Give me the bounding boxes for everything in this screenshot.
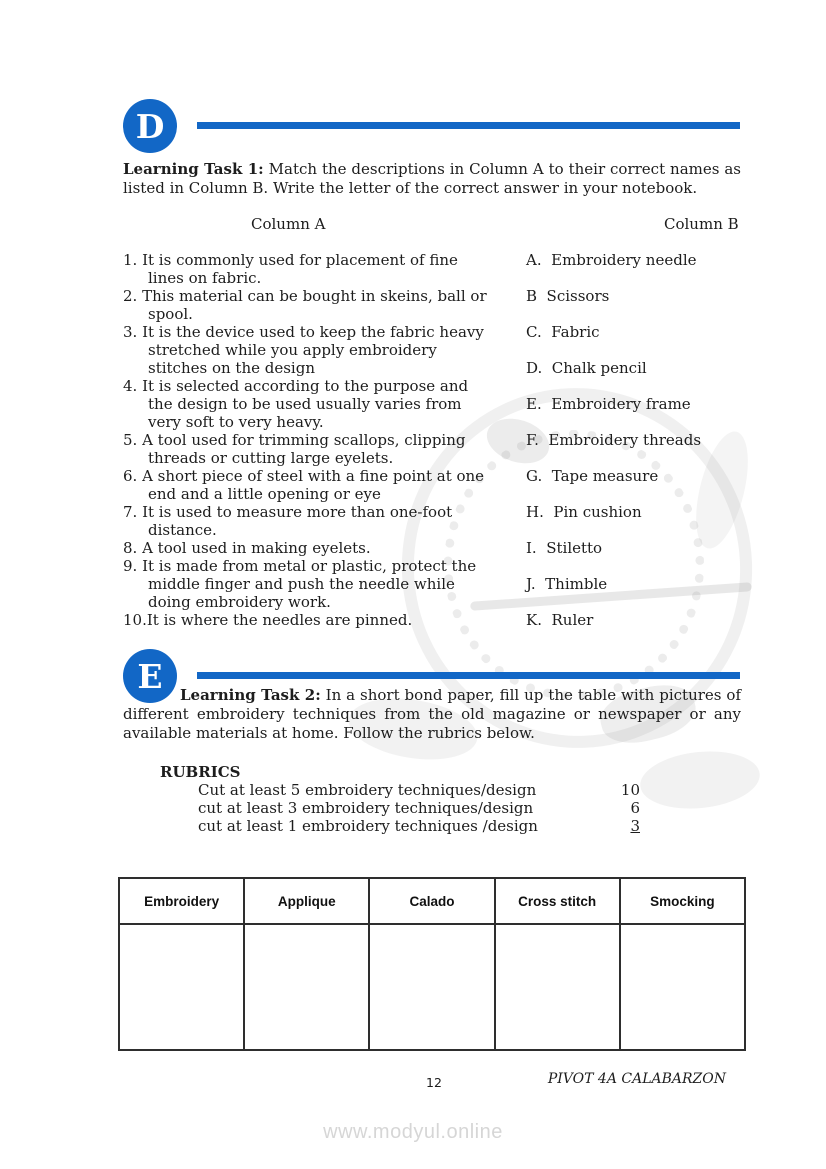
task1-label: Learning Task 1: [123, 160, 264, 178]
column-b-item: G. Tape measure [526, 467, 659, 485]
table-empty-cell [119, 924, 244, 1050]
column-a-item: 2. This material can be bought in skeins, ball or spool. [123, 287, 487, 323]
table-header-cell: Calado [369, 878, 494, 924]
column-b-item: A. Embroidery needle [526, 251, 697, 269]
section-e-rule [197, 672, 740, 679]
column-b-item: H. Pin cushion [526, 503, 642, 521]
table-header-cell: Applique [244, 878, 369, 924]
rubric-row [198, 799, 640, 817]
column-a-item: 4. It is selected according to the purpose and the design to be used usually varies from very soft to very heavy. [123, 377, 469, 431]
rubric-row [198, 781, 640, 799]
page-number: 12 [426, 1075, 442, 1090]
column-a-list [123, 251, 495, 629]
footer-brand: PIVOT 4A CALABARZON [547, 1071, 726, 1087]
rubrics-title: RUBRICS [160, 763, 241, 781]
techniques-table [118, 877, 746, 1051]
table-header-cell: Smocking [620, 878, 745, 924]
section-e-badge: E [123, 649, 177, 703]
table-empty-cell [495, 924, 620, 1050]
column-b-item: J. Thimble [526, 575, 608, 593]
column-a-item: 1. It is commonly used for placement of fine lines on fabric. [123, 251, 458, 287]
section-d-badge: D [123, 99, 177, 153]
column-b-list [526, 251, 766, 647]
rubric-score: 10 [620, 781, 640, 799]
table-header-row [119, 878, 745, 924]
table-empty-cell [244, 924, 369, 1050]
table-empty-cell [369, 924, 494, 1050]
column-a-item: 8. A tool used in making eyelets. [123, 539, 371, 557]
task2-text: In a short bond paper, fill up the table with pictures of different embroidery techniques from the old magazine or newspaper or any available materials at home. Follow the rubrics below. [123, 686, 741, 742]
column-b-item: I. Stiletto [526, 539, 603, 557]
section-d-rule [197, 122, 740, 129]
column-b-item: D. Chalk pencil [526, 359, 647, 377]
rubrics-list [198, 781, 640, 835]
rubric-row [198, 817, 640, 835]
column-b-item: B Scissors [526, 287, 610, 305]
column-a-header: Column A [251, 215, 326, 233]
task1-text: Match the descriptions in Column A to their correct names as listed in Column B. Write the letter of the correct answer in your notebook. [123, 160, 741, 197]
column-b-item: F. Embroidery threads [526, 431, 702, 449]
column-b-header: Column B [664, 215, 739, 233]
column-b-item: K. Ruler [526, 611, 594, 629]
rubric-score: 3 [630, 817, 640, 835]
column-b-item: C. Fabric [526, 323, 600, 341]
column-a-item: 10.It is where the needles are pinned. [123, 611, 413, 629]
task2-instructions [123, 686, 741, 743]
rubric-label: cut at least 1 embroidery techniques /design [198, 817, 538, 835]
column-b-item: E. Embroidery frame [526, 395, 691, 413]
rubric-score: 6 [630, 799, 640, 817]
table-header-cell: Cross stitch [495, 878, 620, 924]
table-empty-cell [620, 924, 745, 1050]
rubric-label: Cut at least 5 embroidery techniques/design [198, 781, 537, 799]
site-watermark: www.modyul.online [323, 1121, 503, 1143]
rubric-label: cut at least 3 embroidery techniques/design [198, 799, 534, 817]
table-header-cell: Embroidery [119, 878, 244, 924]
column-a-item: 5. A tool used for trimming scallops, clipping threads or cutting large eyelets. [123, 431, 466, 467]
column-a-item: 9. It is made from metal or plastic, protect the middle finger and push the needle while doing embroidery work. [123, 557, 477, 611]
column-a-item: 6. A short piece of steel with a fine point at one end and a little opening or eye [123, 467, 485, 503]
column-a-item: 7. It is used to measure more than one-foot distance. [123, 503, 453, 539]
stamp-blob [637, 746, 762, 814]
table-row [119, 924, 745, 1050]
task2-label: Learning Task 2: [180, 686, 321, 704]
column-a-item: 3. It is the device used to keep the fabric heavy stretched while you apply embroidery stitches on the design [123, 323, 484, 377]
task1-instructions [123, 160, 741, 198]
